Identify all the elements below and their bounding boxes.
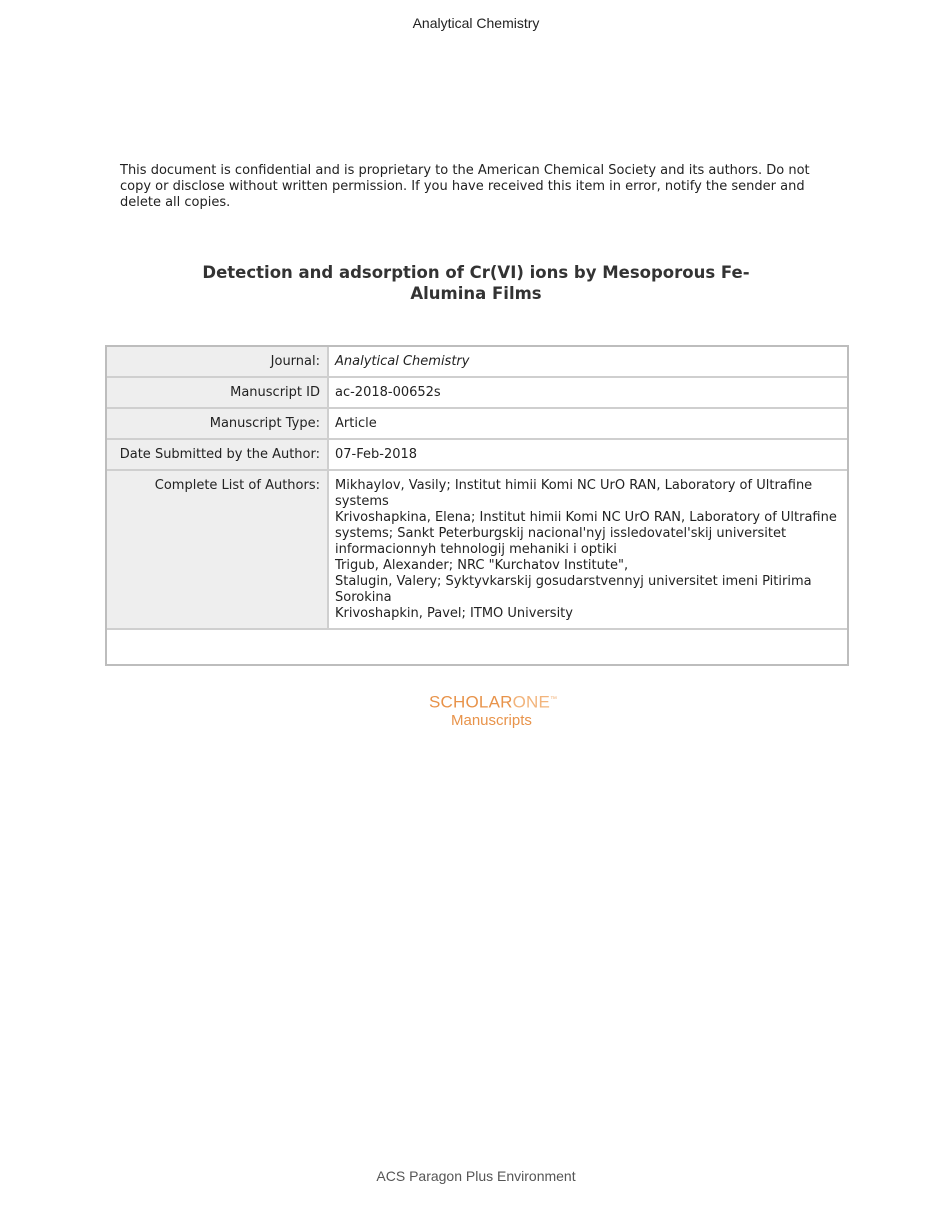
author-entry: Mikhaylov, Vasily; Institut himii Komi NC UrO RAN, Laboratory of Ultrafine systems	[335, 478, 813, 509]
journal-value: Analytical Chemistry	[335, 354, 470, 369]
date-submitted-label: Date Submitted by the Author:	[107, 440, 329, 469]
logo-trademark: ™	[550, 696, 558, 703]
authors-label: Complete List of Authors:	[107, 471, 329, 628]
logo-scholar-text: SCHOLAR	[429, 692, 513, 712]
author-entry: Trigub, Alexander; NRC "Kurchatov Institute",	[335, 558, 629, 573]
running-header: Analytical Chemistry	[412, 15, 540, 31]
authors-list	[329, 471, 847, 628]
running-footer: ACS Paragon Plus Environment	[376, 1168, 576, 1184]
title-line-1: Detection and adsorption of Cr(VI) ions by Mesoporous Fe-	[202, 263, 750, 282]
logo-one-text: ONE	[512, 692, 551, 712]
logo-manuscripts-text: Manuscripts	[451, 711, 532, 729]
manuscript-id-label: Manuscript ID	[107, 378, 329, 407]
manuscript-metadata-table	[105, 345, 849, 666]
author-entry: Krivoshapkina, Elena; Institut himii Komi NC UrO RAN, Laboratory of Ultrafine systems; Sankt Peterburgskij nacional'nyj issledovatel'skij universitet informacionnyh tehnologij mehaniki i optiki	[335, 510, 837, 557]
journal-label: Journal:	[107, 347, 329, 376]
date-submitted-row	[107, 440, 847, 471]
title-line-2: Alumina Films	[410, 284, 542, 303]
manuscript-type-label: Manuscript Type:	[107, 409, 329, 438]
scholarone-logo	[429, 690, 569, 729]
author-entry: Stalugin, Valery; Syktyvkarskij gosudarstvennyj universitet imeni Pitirima Sorokina	[335, 574, 812, 605]
author-entry: Krivoshapkin, Pavel; ITMO University	[335, 606, 573, 621]
manuscript-id-value: ac-2018-00652s	[335, 385, 441, 400]
empty-row	[107, 630, 847, 664]
manuscript-type-row	[107, 409, 847, 440]
manuscript-id-row	[107, 378, 847, 409]
authors-row	[107, 471, 847, 630]
manuscript-type-value: Article	[335, 416, 377, 431]
date-submitted-value: 07-Feb-2018	[335, 447, 418, 462]
journal-row	[107, 347, 847, 378]
confidentiality-notice: This document is confidential and is proprietary to the American Chemical Society and its authors. Do not copy or disclose without written permission. If you have received this item in error, notify the sender and delete all copies.	[120, 163, 810, 210]
manuscript-title	[160, 262, 792, 304]
